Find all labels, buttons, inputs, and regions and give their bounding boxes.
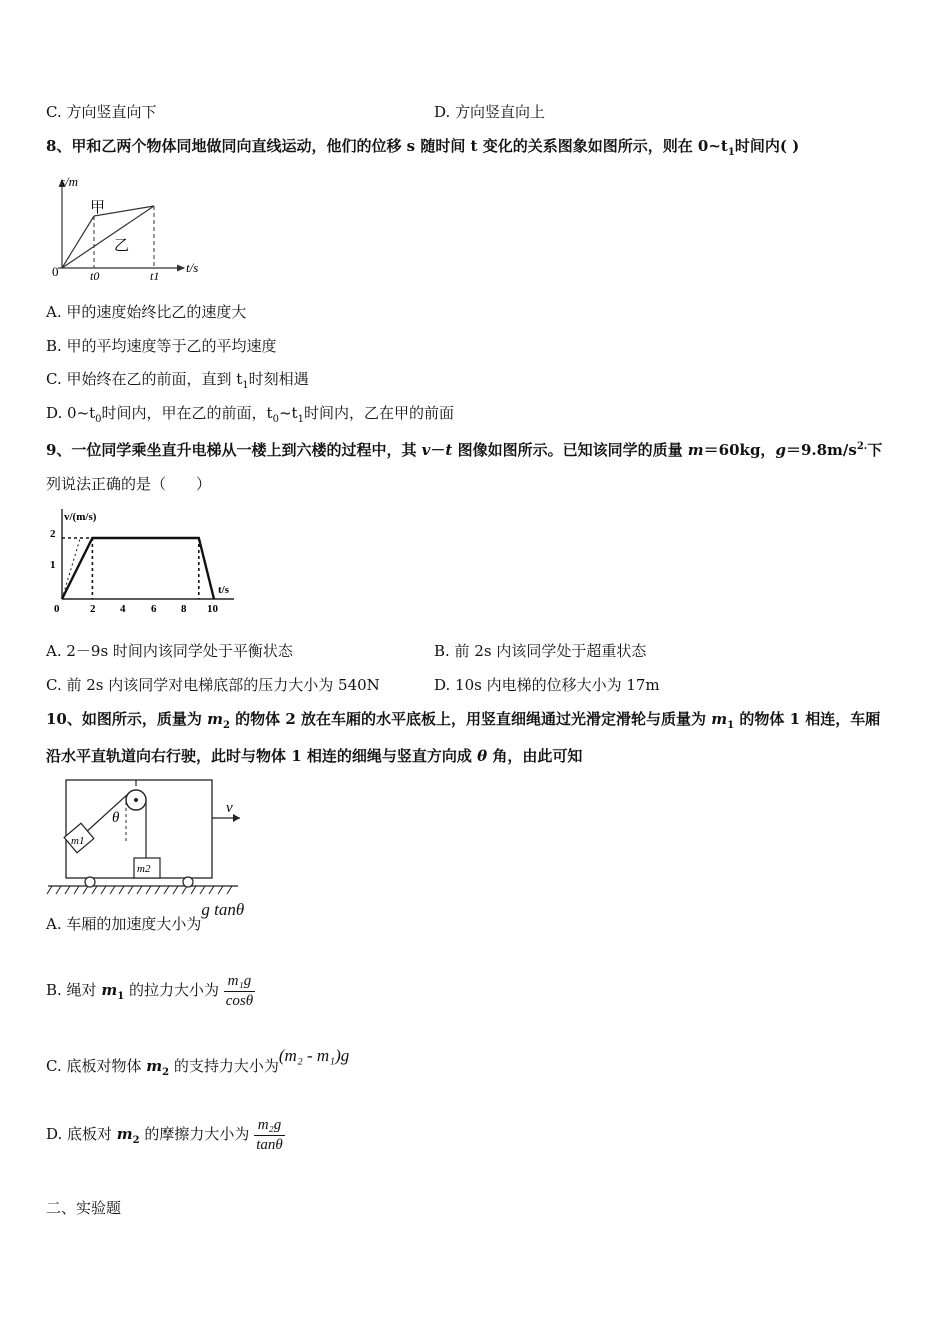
q8-displacement-graph <box>46 168 216 280</box>
q9-xtick: 4 <box>120 603 126 615</box>
q8-jia-label: 甲 <box>90 200 106 216</box>
q8-option-d: D. $0\sim t_0$时间内，甲在乙的前面，$t_0\sim t_1$时间内，乙在甲的前面 <box>46 404 454 425</box>
q9-ytick: 2 <box>50 528 56 540</box>
q8-option-b: B. 甲的平均速度等于乙的平均速度 <box>46 337 277 355</box>
m1-label: m1 <box>71 835 85 847</box>
q9-xtick: 0 <box>54 603 60 615</box>
q9-option-a: A. 2－9s 时间内该同学处于平衡状态 <box>46 642 293 660</box>
q10-option-d: D. 底板对 $m_2$ 的摩擦力大小为 $\frac{\text{m₂g}}{\tan\theta}$ <box>46 1116 283 1153</box>
q9-xtick: 2 <box>90 603 96 615</box>
v-label: v <box>226 800 233 816</box>
q10-option-b: B. 绳对 $m_1$ 的拉力大小为 $\frac{\text{m₁g}}{\cos\theta}$ <box>46 972 254 1009</box>
q9-stem-line2: 列说法正确的是（ ） <box>46 475 212 493</box>
velocity-line <box>62 538 214 599</box>
q9-option-d: D. 10s 内电梯的位移大小为 17m <box>434 676 660 694</box>
q9-data-marks <box>62 538 214 599</box>
velocity-arrowhead <box>233 814 240 822</box>
q8-option-c: C. 甲始终在乙的前面，直到 $t_1$时刻相遇 <box>46 370 309 391</box>
q10-option-d-fraction: $\frac{\text{m₂g}}{\tan\theta}$ <box>256 1116 283 1153</box>
q9-velocity-graph <box>46 505 241 617</box>
q10-option-c: C. 底板对物体 $m_2$ 的支持力大小为(m₂ - m₁)g <box>46 1046 350 1078</box>
q9-xlabel: t/s <box>218 584 229 596</box>
q9-stem-line1: 9、一位同学乘坐直升电梯从一楼上到六楼的过程中，其 v－t 图像如图所示。已知该同学的质量 m＝60kg，$g=9.8m/s^{2.}$下 <box>46 441 883 459</box>
q9-option-b: B. 前 2s 内该同学处于超重状态 <box>434 642 647 660</box>
rope-slanted <box>84 794 128 834</box>
q10-option-a: A. 车厢的加速度大小为g tanθ <box>46 900 245 933</box>
jia-line-1 <box>62 216 94 268</box>
q9-ylabel: v/(m/s) <box>64 511 97 523</box>
q8-origin: 0 <box>52 264 59 279</box>
pulley-axle <box>134 798 138 802</box>
theta-label: θ <box>112 810 120 826</box>
q9-option-c: C. 前 2s 内该同学对电梯底部的压力大小为 540N <box>46 676 380 694</box>
q9-xtick: 6 <box>151 603 157 615</box>
q10-carriage-figure <box>46 776 246 898</box>
q7-option-c: C. 方向竖直向下 <box>46 103 157 121</box>
q8-ylabel: s/m <box>60 174 79 189</box>
q8-option-a: A. 甲的速度始终比乙的速度大 <box>46 303 247 321</box>
q8-yi-label: 乙 <box>114 238 130 254</box>
track-hatching <box>47 886 232 894</box>
wheel-right <box>183 877 193 887</box>
q10-stem-line2: 沿水平直轨道向右行驶，此时与物体 1 相连的细绳与竖直方向成 θ 角，由此可知 <box>46 747 583 765</box>
q8-stem: 8、甲和乙两个物体同地做同向直线运动，他们的位移 s 随时间 t 变化的关系图象如图所示，则在 $0\sim t_1$时间内( ) <box>46 137 800 158</box>
m2-label: m2 <box>137 863 151 875</box>
q10-option-b-fraction: $\frac{\text{m₁g}}{\cos\theta}$ <box>225 972 254 1009</box>
yi-line <box>62 206 154 268</box>
q8-t1-label: t1 <box>150 269 160 280</box>
section-heading: 二、实验题 <box>46 1199 122 1217</box>
q7-option-d: D. 方向竖直向上 <box>434 103 546 121</box>
q9-xtick: 10 <box>207 603 218 615</box>
q9-xtick: 8 <box>181 603 187 615</box>
wheel-left <box>85 877 95 887</box>
q9-ytick: 1 <box>50 559 56 571</box>
q10-stem-line1: 10、如图所示，质量为 $m_2$ 的物体 2 放在车厢的水平底板上，用竖直细绳通过光滑定滑轮与质量为 $m_1$ 的物体 1 相连，车厢 <box>46 710 881 731</box>
q8-xlabel: t/s <box>186 260 199 275</box>
q8-t0-label: t0 <box>90 269 100 280</box>
